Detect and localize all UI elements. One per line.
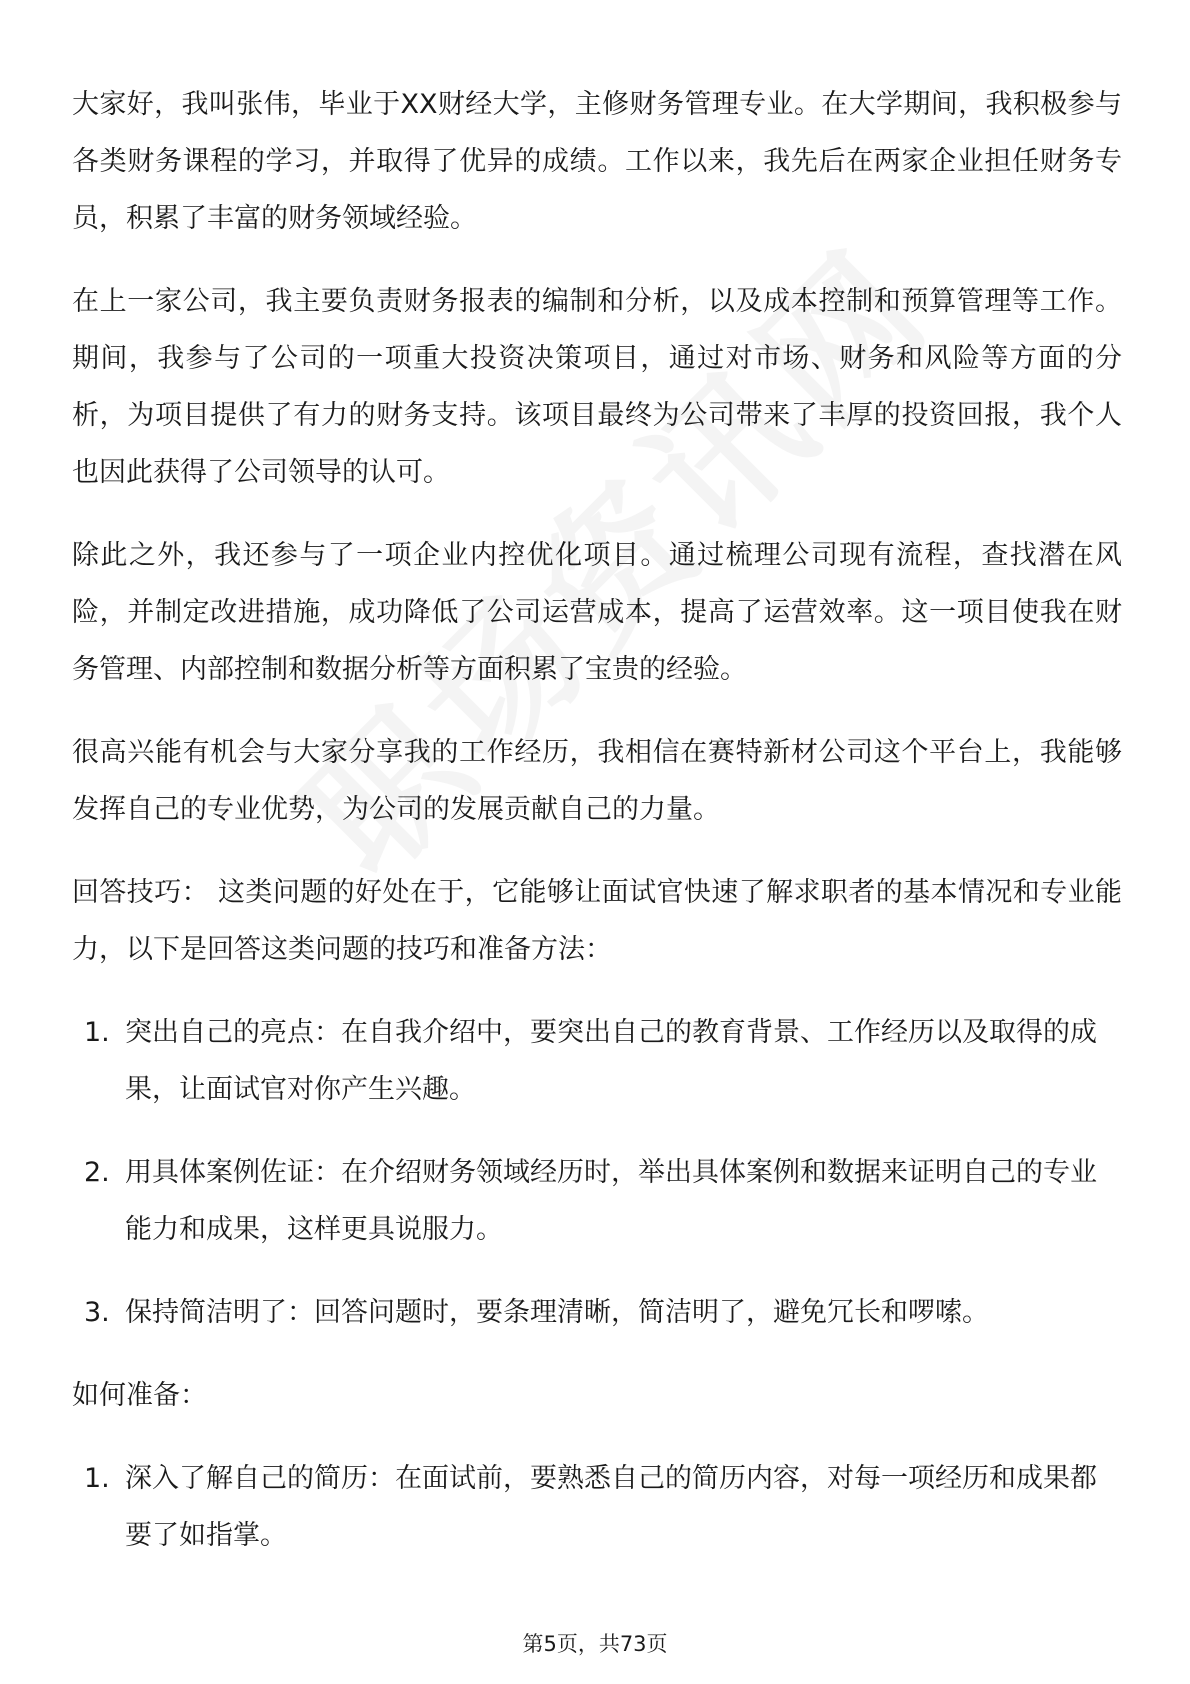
list-number: 1. [84, 1017, 110, 1048]
list-item [72, 1450, 1122, 1564]
list-text: 突出自己的亮点：在自我介绍中，要突出自己的教育背景、工作经历以及取得的成果，让面试官对你产生兴趣。 [125, 1017, 1097, 1105]
paragraph-intro: 大家好，我叫张伟，毕业于XX财经大学，主修财务管理专业。在大学期间，我积极参与各类财务课程的学习，并取得了优异的成绩。工作以来，我先后在两家企业担任财务专员，积累了丰富的财务领域经验。 [72, 89, 1122, 234]
paragraph-closing: 很高兴能有机会与大家分享我的工作经历，我相信在赛特新材公司这个平台上，我能够发挥自己的专业优势，为公司的发展贡献自己的力量。 [72, 737, 1122, 825]
list-number: 2. [84, 1157, 110, 1188]
document-body [72, 76, 1122, 1590]
prep-heading: 如何准备： [72, 1380, 207, 1411]
paragraph-previous-job: 在上一家公司，我主要负责财务报表的编制和分析，以及成本控制和预算管理等工作。期间，我参与了公司的一项重大投资决策项目，通过对市场、财务和风险等方面的分析，为项目提供了有力的财务支持。该项目最终为公司带来了丰厚的投资回报，我个人也因此获得了公司领导的认可。 [72, 286, 1122, 488]
list-item [72, 1004, 1122, 1118]
list-text: 保持简洁明了：回答问题时，要条理清晰，简洁明了，避免冗长和啰嗦。 [125, 1297, 989, 1328]
list-text: 用具体案例佐证：在介绍财务领域经历时，举出具体案例和数据来证明自己的专业能力和成果，这样更具说服力。 [125, 1157, 1097, 1245]
list-item [72, 1284, 1122, 1341]
list-number: 3. [84, 1297, 110, 1328]
paragraph-internal-control: 除此之外，我还参与了一项企业内控优化项目。通过梳理公司现有流程，查找潜在风险，并制定改进措施，成功降低了公司运营成本，提高了运营效率。这一项目使我在财务管理、内部控制和数据分析等方面积累了宝贵的经验。 [72, 540, 1122, 685]
list-item [72, 1144, 1122, 1258]
prep-list [72, 1450, 1122, 1564]
page-footer: 第5页，共73页 [522, 1632, 668, 1656]
list-text: 深入了解自己的简历：在面试前，要熟悉自己的简历内容，对每一项经历和成果都要了如指掌。 [125, 1463, 1097, 1551]
tips-list [72, 1004, 1122, 1341]
list-number: 1. [84, 1463, 110, 1494]
paragraph-answer-tips: 回答技巧： 这类问题的好处在于，它能够让面试官快速了解求职者的基本情况和专业能力，以下是回答这类问题的技巧和准备方法： [72, 877, 1122, 965]
